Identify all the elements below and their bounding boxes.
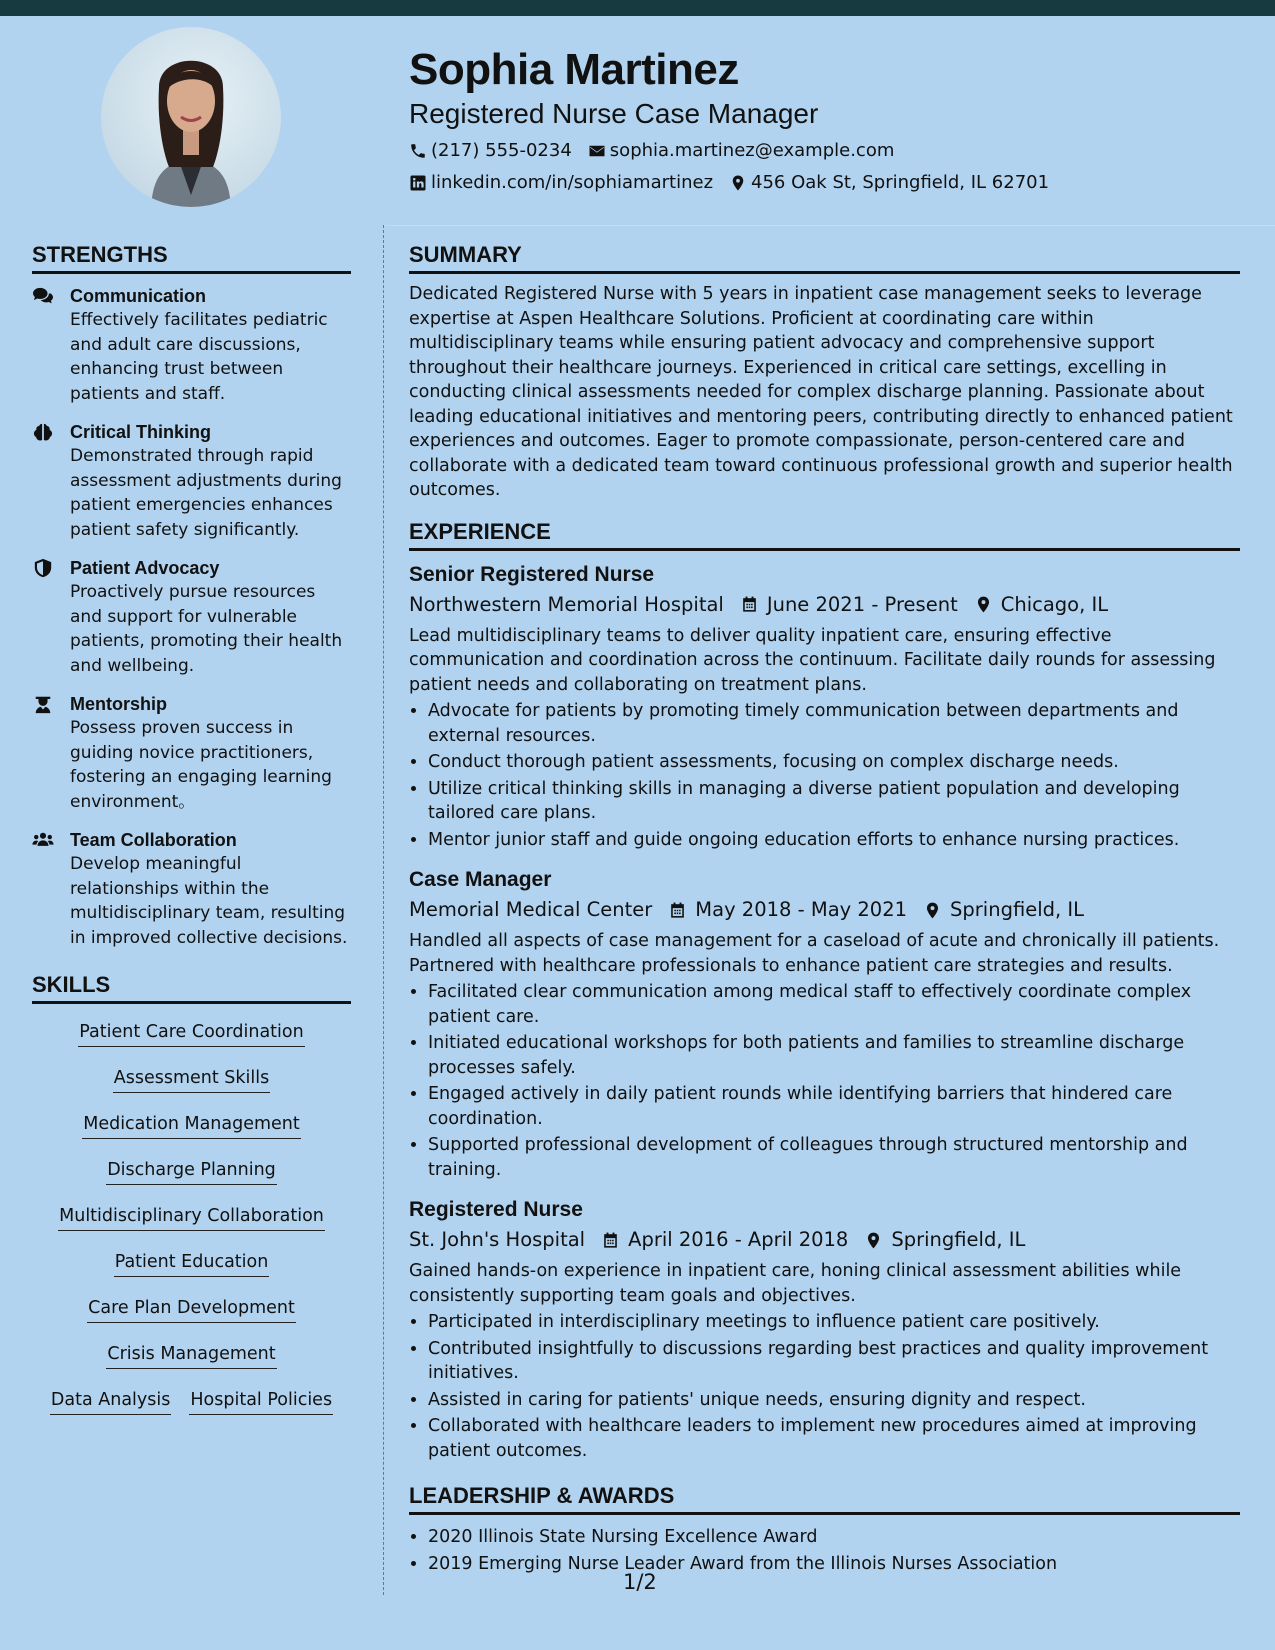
list-item: • Advocate for patients by promoting timely communication between departments and external resources.	[428, 699, 1240, 748]
linkedin-icon	[409, 174, 427, 192]
list-item: • Assisted in caring for patients' unique needs, ensuring dignity and respect.	[428, 1388, 1240, 1413]
linkedin-contact[interactable]	[409, 171, 713, 195]
list-item: • Conduct thorough patient assessments, focusing on complex discharge needs.	[428, 750, 1240, 775]
list-item: • Utilize critical thinking skills in managing a diverse patient population and developing tailored care plans.	[428, 777, 1240, 826]
list-item: • Participated in interdisciplinary meetings to influence patient care positively.	[428, 1310, 1240, 1335]
graduate-icon	[32, 694, 54, 714]
brain-icon	[32, 422, 54, 442]
job-description: Handled all aspects of case management for a caseload of acute and chronically ill patients. Partnered with healthcare professionals to enhance patient care strategies and results.	[409, 931, 1220, 976]
job-description: Lead multidisciplinary teams to deliver quality inpatient care, ensuring effective communication and coordination across the continuum. Facilitate daily rounds for assessing patient needs and collaborating on treatment plans.	[409, 625, 1216, 695]
job-bullets	[409, 699, 1240, 852]
strength-item	[32, 556, 351, 678]
resume-header	[409, 42, 1229, 195]
job-meta	[409, 1226, 1240, 1254]
job-dates: April 2016 - April 2018	[628, 1228, 849, 1251]
strength-title: Team Collaboration	[70, 830, 237, 850]
person-portrait-icon	[101, 27, 281, 207]
strength-item	[32, 828, 351, 950]
location-pin-icon	[923, 901, 942, 920]
skill-tag: Care Plan Development	[87, 1296, 296, 1323]
job-meta	[409, 591, 1240, 619]
job-bullets	[409, 980, 1240, 1182]
envelope-icon	[588, 142, 606, 160]
job-dates: June 2021 - Present	[766, 592, 958, 616]
left-column	[32, 240, 351, 1434]
list-item: • Initiated educational workshops for both patients and families to streamline discharge processes safely.	[428, 1031, 1240, 1080]
list-item: • Supported professional development of colleagues through structured mentorship and training.	[428, 1133, 1240, 1182]
calendar-icon	[668, 901, 687, 920]
shield-icon	[32, 558, 54, 578]
job-location: Springfield, IL	[950, 898, 1085, 921]
location-pin-icon	[974, 595, 993, 614]
skill-tag: Hospital Policies	[189, 1388, 333, 1415]
header-divider	[385, 225, 1275, 226]
address-text: 456 Oak St, Springfield, IL 62701	[751, 172, 1050, 193]
skill-tag: Crisis Management	[106, 1342, 276, 1369]
calendar-icon	[740, 595, 759, 614]
strength-description: Possess proven success in guiding novice practitioners, fostering an engaging learning environment。	[70, 718, 332, 812]
skill-tag: Data Analysis	[50, 1388, 171, 1415]
job-entry	[409, 1196, 1240, 1463]
skill-tag: Patient Education	[114, 1250, 270, 1277]
candidate-title: Registered Nurse Case Manager	[409, 98, 819, 129]
job-title: Senior Registered Nurse	[409, 562, 655, 586]
awards-list	[409, 1525, 1240, 1576]
page-number: 1/2	[623, 1570, 657, 1594]
list-item: • Collaborated with healthcare leaders to implement new procedures aimed at improving patient outcomes.	[428, 1414, 1240, 1463]
strength-title: Communication	[70, 286, 207, 306]
users-icon	[32, 830, 54, 850]
summary-heading: SUMMARY	[409, 240, 1240, 274]
skills-heading: SKILLS	[32, 970, 351, 1004]
job-dates: May 2018 - May 2021	[695, 898, 908, 921]
job-location: Springfield, IL	[891, 1228, 1026, 1251]
skill-tag: Medication Management	[82, 1112, 301, 1139]
strength-title: Mentorship	[70, 694, 167, 714]
strength-description: Develop meaningful relationships within the multidisciplinary team, resulting in improved collective decisions.	[70, 854, 348, 948]
strength-description: Demonstrated through rapid assessment adjustments during patient emergencies enhances patient safety significantly.	[70, 446, 342, 540]
phone-text: (217) 555-0234	[431, 140, 572, 161]
phone-contact[interactable]	[409, 139, 572, 163]
skill-tag: Discharge Planning	[106, 1158, 277, 1185]
strengths-heading: STRENGTHS	[32, 240, 351, 274]
contact-row-2	[409, 171, 1229, 195]
awards-section	[409, 1525, 1240, 1576]
strength-description: Effectively facilitates pediatric and adult care discussions, enhancing trust between patients and staff.	[70, 310, 328, 404]
list-item: • Mentor junior staff and guide ongoing education efforts to enhance nursing practices.	[428, 828, 1240, 853]
job-organization: Northwestern Memorial Hospital	[409, 592, 724, 616]
job-entry	[409, 866, 1240, 1182]
summary-text: Dedicated Registered Nurse with 5 years in inpatient case management seeks to leverage expertise at Aspen Healthcare Solutions. Proficient at coordinating care within multidisciplinary teams while ensuring patient advocacy and comprehensive support throughout their healthcare journeys. Experienced in critical care settings, excelling in conducting clinical assessments needed for complex discharge planning. Passionate about leading educational initiatives and mentoring peers, contributing directly to enhanced patient experiences and outcomes. Eager to promote compassionate, person-centered care and collaborate with a dedicated team toward continuous professional growth and superior health outcomes.	[409, 284, 1233, 500]
strength-item	[32, 284, 351, 406]
job-bullets	[409, 1310, 1240, 1463]
address-contact	[729, 171, 1049, 195]
profile-photo	[101, 27, 281, 207]
linkedin-text: linkedin.com/in/sophiamartinez	[431, 172, 714, 193]
job-organization: Memorial Medical Center	[409, 898, 653, 921]
phone-icon	[409, 142, 427, 160]
strength-title: Critical Thinking	[70, 422, 212, 442]
skills-list	[32, 1014, 351, 1434]
job-location: Chicago, IL	[1000, 592, 1109, 616]
list-item: • Engaged actively in daily patient rounds while identifying barriers that hindered care coordination.	[428, 1082, 1240, 1131]
contact-row-1	[409, 139, 1229, 163]
location-pin-icon	[729, 174, 747, 192]
job-meta	[409, 896, 1240, 924]
skill-tag: Assessment Skills	[113, 1066, 270, 1093]
candidate-name: Sophia Martinez	[409, 45, 739, 94]
strength-item	[32, 420, 351, 542]
skill-tag: Patient Care Coordination	[78, 1020, 304, 1047]
job-description: Gained hands-on experience in inpatient care, honing clinical assessment abilities while consistently supporting team goals and objectives.	[409, 1261, 1182, 1306]
job-organization: St. John's Hospital	[409, 1228, 586, 1251]
calendar-icon	[601, 1231, 620, 1250]
job-entry	[409, 561, 1240, 853]
list-item: • 2020 Illinois State Nursing Excellence Award	[428, 1525, 1240, 1550]
column-divider	[383, 225, 384, 1595]
top-bar	[0, 0, 1275, 16]
skill-tag: Multidisciplinary Collaboration	[58, 1204, 325, 1231]
list-item: • 2019 Emerging Nurse Leader Award from the Illinois Nurses Association	[428, 1552, 1240, 1577]
email-contact[interactable]	[588, 139, 895, 163]
strength-description: Proactively pursue resources and support for vulnerable patients, promoting their health and wellbeing.	[70, 582, 343, 676]
right-column	[409, 240, 1240, 1578]
comments-icon	[32, 286, 54, 306]
list-item: • Facilitated clear communication among medical staff to effectively coordinate complex patient care.	[428, 980, 1240, 1029]
job-title: Registered Nurse	[409, 1198, 583, 1221]
awards-heading: LEADERSHIP & AWARDS	[409, 1481, 1240, 1515]
email-text: sophia.martinez@example.com	[609, 140, 895, 161]
strength-item	[32, 692, 351, 814]
experience-heading: EXPERIENCE	[409, 517, 1240, 551]
job-title: Case Manager	[409, 868, 552, 891]
list-item: • Contributed insightfully to discussions regarding best practices and quality improvement initiatives.	[428, 1337, 1240, 1386]
strength-title: Patient Advocacy	[70, 558, 220, 578]
location-pin-icon	[864, 1231, 883, 1250]
